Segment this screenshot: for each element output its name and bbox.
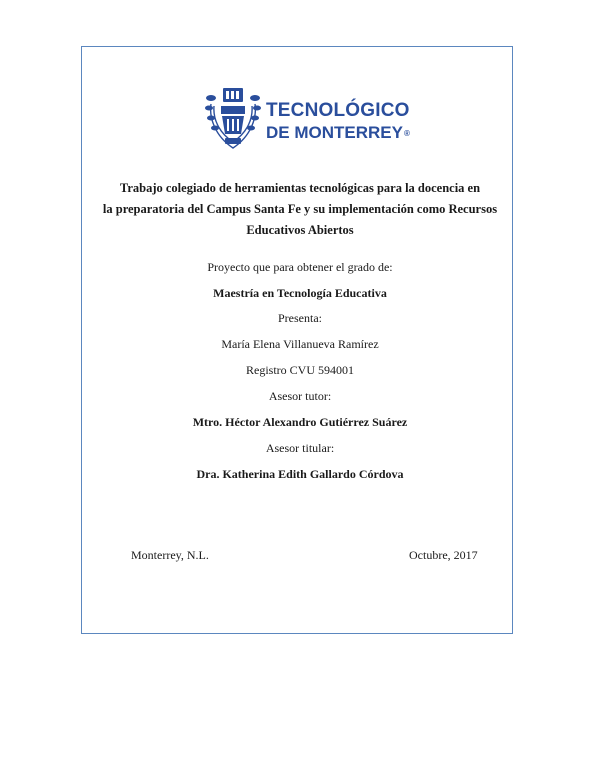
- logo-line-1: TECNOLÓGICO: [266, 100, 410, 121]
- footer-place: Monterrey, N.L.: [131, 548, 209, 562]
- tutor-name: Mtro. Héctor Alexandro Gutiérrez Suárez: [192, 415, 408, 429]
- shield-emblem-icon: [205, 84, 261, 154]
- footer-date: Octubre, 2017: [409, 548, 478, 562]
- tutor-label: Asesor tutor:: [268, 389, 332, 403]
- registry-number: Registro CVU 594001: [246, 363, 354, 377]
- logo-line-2-text: DE MONTERREY: [266, 123, 403, 142]
- title-line-1: Trabajo colegiado de herramientas tecnológicas para la docencia en: [119, 181, 481, 195]
- degree-name: Maestría en Tecnología Educativa: [213, 286, 387, 300]
- title-line-3: Educativos Abiertos: [246, 223, 354, 237]
- institution-logo: [205, 84, 410, 154]
- logo-line-2: [266, 124, 410, 141]
- document-title: [0, 178, 600, 241]
- presenta-label: Presenta:: [278, 311, 322, 325]
- registered-mark: ®: [403, 129, 410, 138]
- title-line-2: la preparatoria del Campus Santa Fe y su implementación como Recursos: [102, 202, 498, 216]
- titular-label: Asesor titular:: [265, 441, 335, 455]
- logo-wordmark: [266, 101, 410, 141]
- project-text: Proyecto que para obtener el grado de:: [207, 260, 393, 274]
- titular-name: Dra. Katherina Edith Gallardo Córdova: [196, 467, 404, 481]
- author-name: María Elena Villanueva Ramírez: [221, 337, 379, 351]
